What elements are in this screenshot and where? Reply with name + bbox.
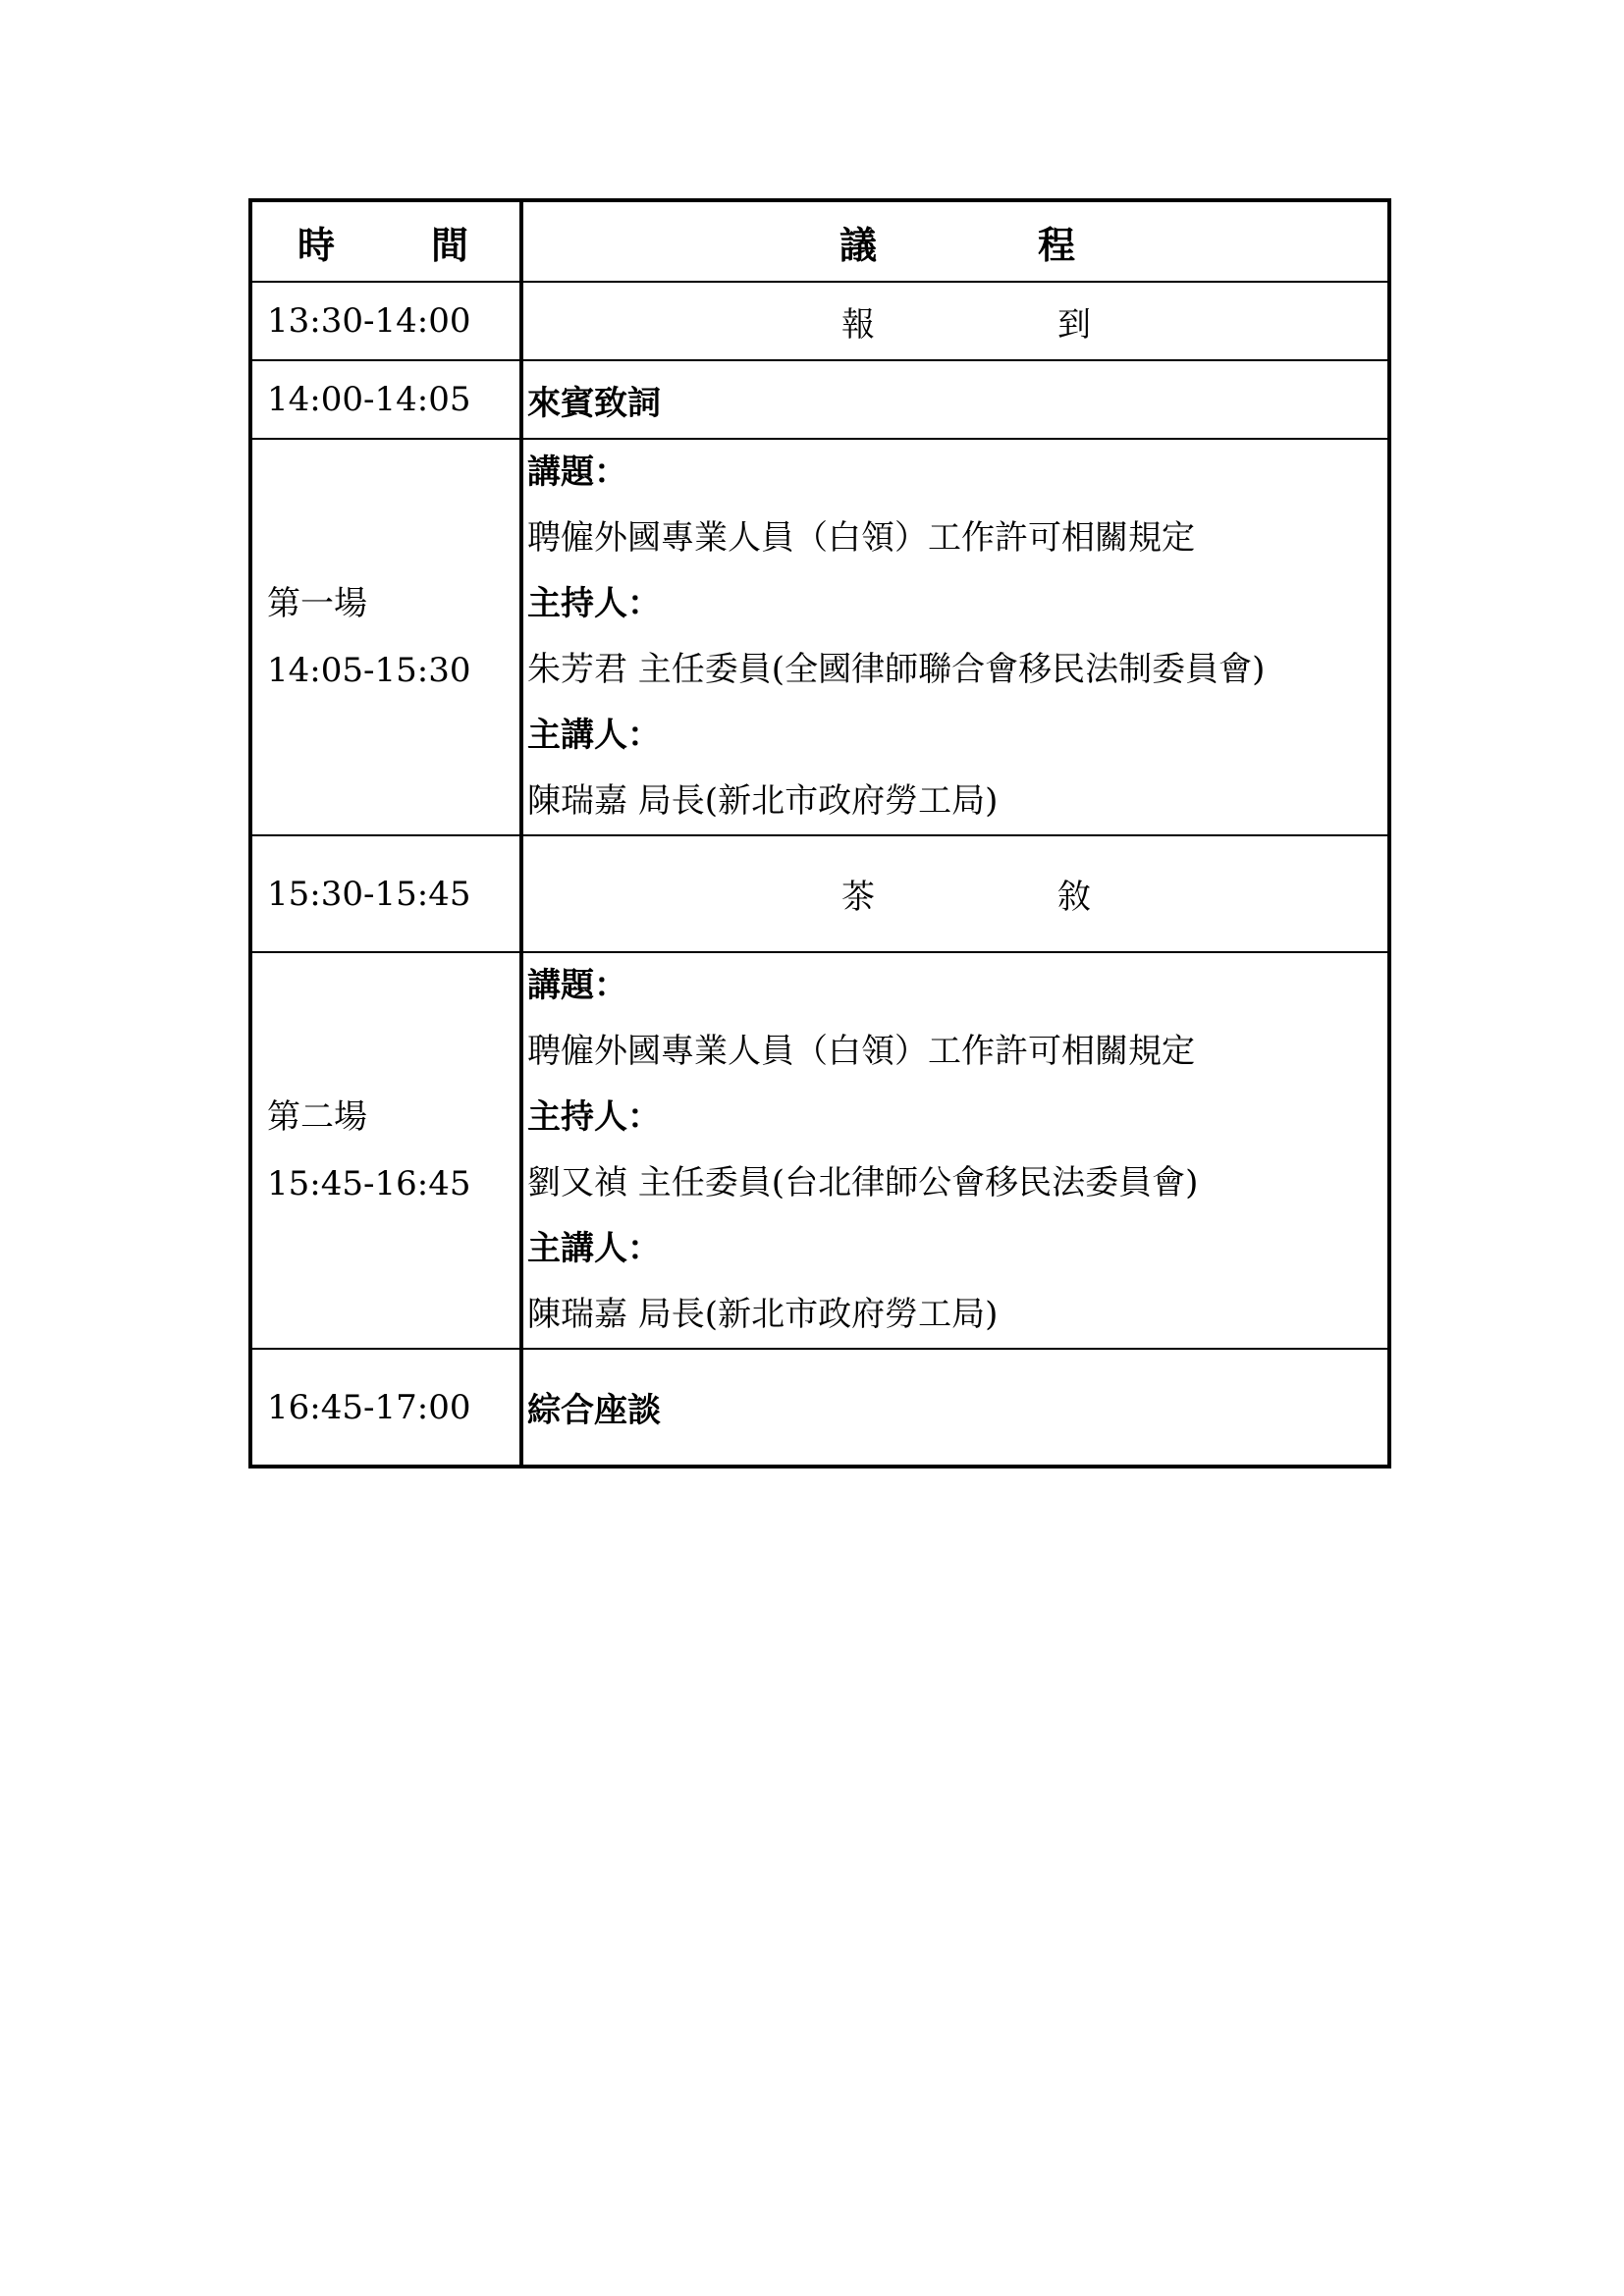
session1-row <box>250 439 1389 835</box>
session1-host-label: 主持人： <box>527 584 661 623</box>
welcome-time: 14:00-14:05 <box>250 360 521 439</box>
program-column-header <box>521 200 1389 282</box>
session2-time: 15:45-16:45 <box>267 1164 471 1203</box>
time-header-char-1: 時 <box>298 223 336 267</box>
tea-char-1: 茶 <box>841 878 875 917</box>
program-header-char-2: 程 <box>1037 223 1075 267</box>
time-column-header <box>250 200 521 282</box>
checkin-time: 13:30-14:00 <box>250 282 521 360</box>
session2-row <box>250 952 1389 1349</box>
tea-cell <box>521 835 1389 952</box>
session1-speaker-label: 主講人： <box>527 716 661 755</box>
session2-name: 第二場 <box>267 1097 367 1137</box>
session2-host-label: 主持人： <box>527 1097 661 1137</box>
session2-details <box>521 952 1389 1349</box>
session1-speaker: 陳瑞嘉 局長(新北市政府勞工局) <box>527 781 999 821</box>
session1-time-cell <box>250 439 521 835</box>
checkin-cell <box>521 282 1389 360</box>
discussion-time: 16:45-17:00 <box>250 1349 521 1467</box>
session2-time-cell <box>250 952 521 1349</box>
header-row <box>250 200 1389 282</box>
discussion-label: 綜合座談 <box>521 1349 1389 1467</box>
welcome-row <box>250 360 1389 439</box>
program-header-char-1: 議 <box>839 223 878 267</box>
tea-char-2: 敘 <box>1057 878 1091 917</box>
welcome-label: 來賓致詞 <box>521 360 1389 439</box>
tea-time: 15:30-15:45 <box>250 835 521 952</box>
session1-topic-label: 講題： <box>527 453 627 492</box>
discussion-row <box>250 1349 1389 1467</box>
time-header-char-2: 間 <box>430 223 468 267</box>
session2-host: 劉又禎 主任委員(台北律師公會移民法委員會) <box>527 1163 1199 1202</box>
session2-topic: 聘僱外國專業人員（白領）工作許可相關規定 <box>527 1032 1195 1071</box>
session1-name: 第一場 <box>267 584 367 623</box>
checkin-row <box>250 282 1389 360</box>
agenda-table <box>248 198 1391 1468</box>
session2-speaker-label: 主講人： <box>527 1229 661 1268</box>
tea-row <box>250 835 1389 952</box>
session1-time: 14:05-15:30 <box>267 651 471 690</box>
session2-speaker: 陳瑞嘉 局長(新北市政府勞工局) <box>527 1295 999 1334</box>
session1-topic: 聘僱外國專業人員（白領）工作許可相關規定 <box>527 518 1195 558</box>
session1-host: 朱芳君 主任委員(全國律師聯合會移民法制委員會) <box>527 650 1266 689</box>
checkin-char-1: 報 <box>841 304 875 345</box>
session1-details <box>521 439 1389 835</box>
session2-topic-label: 講題： <box>527 966 627 1005</box>
checkin-char-2: 到 <box>1057 304 1091 345</box>
